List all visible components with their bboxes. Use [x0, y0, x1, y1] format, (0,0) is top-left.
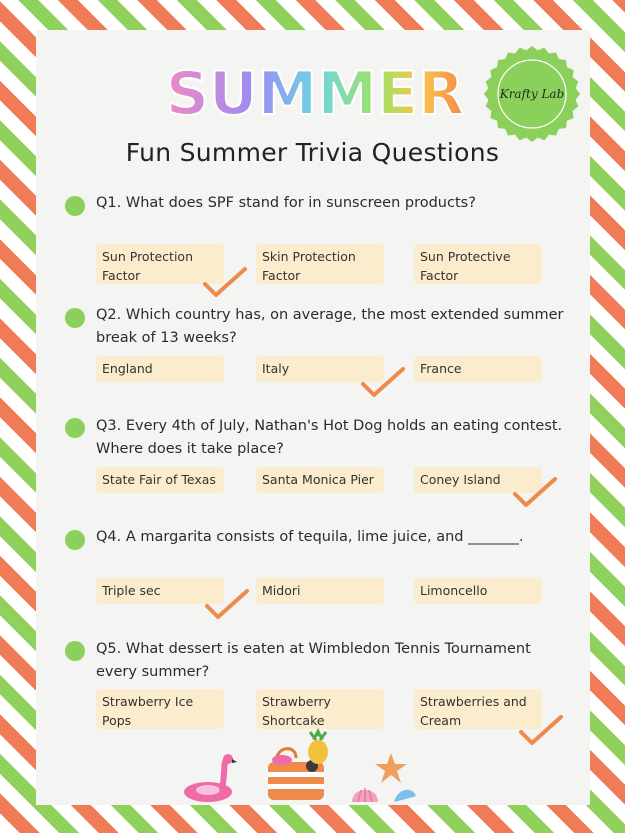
summer-title-text: SUMMER	[165, 59, 465, 129]
checkmark-icon	[360, 366, 406, 398]
question-5: Q5. What dessert is eaten at Wimbledon Tennis Tournament every summer?	[96, 641, 531, 680]
answer-q2-c[interactable]: France	[414, 356, 542, 382]
answer-q4-c[interactable]: Limoncello	[414, 578, 542, 604]
page-title: Fun Summer Trivia Questions	[125, 138, 500, 167]
flamingo-float-icon	[182, 752, 238, 804]
conch-shell-icon	[392, 784, 418, 806]
pineapple-icon	[298, 726, 338, 766]
answer-q2-b[interactable]: Italy	[256, 356, 384, 382]
answer-q3-c[interactable]: Coney Island	[414, 467, 542, 493]
checkmark-icon	[204, 588, 250, 620]
answer-q5-c[interactable]: Strawberries and Cream	[414, 689, 542, 729]
question-2: Q2. Which country has, on average, the most extended summer break of 13 weeks?	[96, 307, 564, 346]
checkmark-icon	[202, 266, 248, 298]
answer-q4-a[interactable]: Triple sec	[96, 578, 224, 604]
badge-text: Krafty Lab	[499, 87, 565, 101]
question-bullet	[65, 196, 85, 216]
answer-q1-a[interactable]: Sun Protection Factor	[96, 244, 224, 284]
answer-q1-b[interactable]: Skin Protection Factor	[256, 244, 384, 284]
question-1: Q1. What does SPF stand for in sunscreen products?	[96, 195, 476, 211]
answer-q4-b[interactable]: Midori	[256, 578, 384, 604]
checkmark-icon	[512, 476, 558, 508]
question-bullet	[65, 641, 85, 661]
question-bullet	[65, 418, 85, 438]
answer-q1-c[interactable]: Sun Protective Factor	[414, 244, 542, 284]
answer-q5-b[interactable]: Strawberry Shortcake	[256, 689, 384, 729]
checkmark-icon	[518, 714, 564, 746]
question-bullet	[65, 308, 85, 328]
seashell-icon	[350, 778, 380, 804]
krafty-lab-badge	[482, 44, 582, 144]
answer-q2-a[interactable]: England	[96, 356, 224, 382]
answer-q5-a[interactable]: Strawberry Ice Pops	[96, 689, 224, 729]
answer-q3-b[interactable]: Santa Monica Pier	[256, 467, 384, 493]
question-4: Q4. A margarita consists of tequila, lime juice, and _______.	[96, 529, 524, 545]
answer-q3-a[interactable]: State Fair of Texas	[96, 467, 224, 493]
question-bullet	[65, 530, 85, 550]
summer-title-art	[165, 58, 465, 129]
question-3: Q3. Every 4th of July, Nathan's Hot Dog holds an eating contest. Where does it take place?	[96, 418, 563, 457]
